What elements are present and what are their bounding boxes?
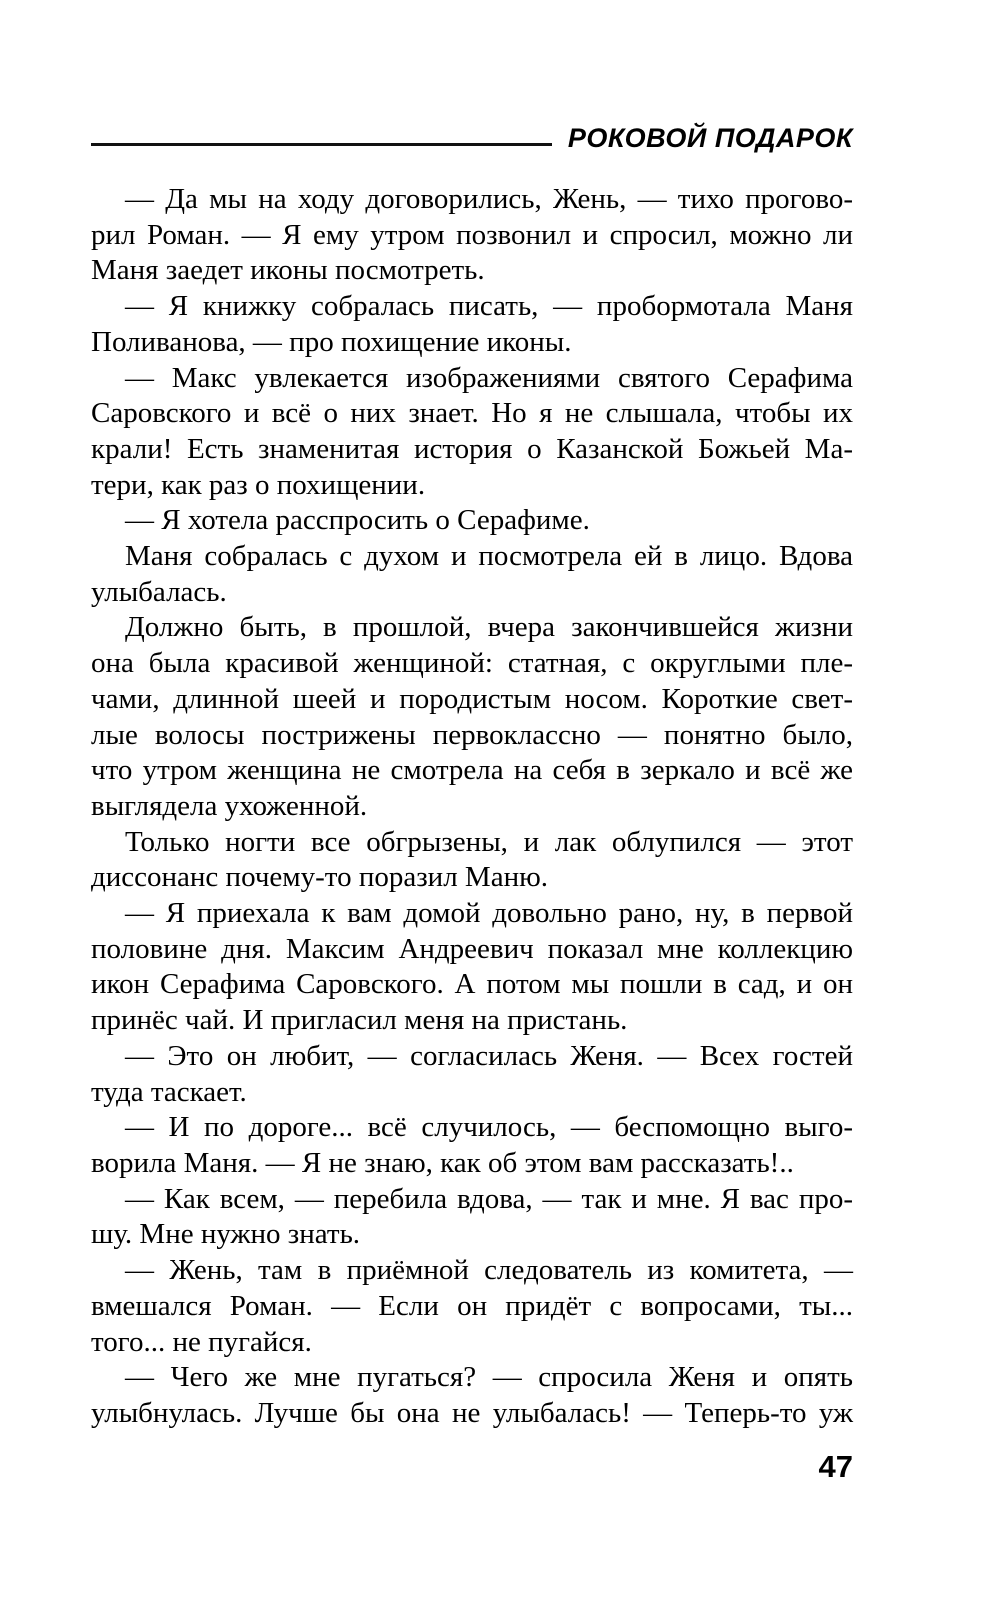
paragraph: [91, 610, 853, 824]
paragraph: [91, 361, 853, 504]
page-text: [91, 182, 853, 1432]
text-line: Поливанова, — про похищение иконы.: [91, 325, 572, 358]
paragraph: [91, 182, 853, 289]
text-line: икон Серафима Саровского. А потом мы пошли в сад, и он: [91, 968, 853, 1001]
text-line: — Я хотела расспросить о Серафиме.: [125, 504, 590, 537]
text-line: — Я книжку собралась писать, — пробормотала Маня: [125, 290, 853, 323]
text-line: — Жень, там в приёмной следователь из комитета, —: [125, 1254, 853, 1287]
paragraph: [91, 289, 853, 360]
chapter-title: РОКОВОЙ ПОДАРОК: [567, 123, 853, 153]
text-line: что утром женщина не смотрела на себя в зеркало и всё же: [91, 754, 853, 787]
paragraph: [91, 825, 853, 896]
header-rule: [91, 143, 552, 146]
text-line: лые волосы пострижены первоклассно — понятно было,: [91, 718, 853, 751]
paragraph: [91, 1360, 853, 1431]
text-line: — Я приехала к вам домой довольно рано, ну, в первой: [125, 897, 853, 930]
text-line: шу. Мне нужно знать.: [91, 1218, 361, 1251]
paragraph: [91, 539, 853, 610]
text-line: — Да мы на ходу договорились, Жень, — тихо прогово-: [125, 183, 853, 215]
text-line: ворила Маня. — Я не знаю, как об этом вам рассказать!..: [91, 1146, 794, 1179]
text-line: Саровского и всё о них знает. Но я не слышала, чтобы их: [91, 397, 853, 430]
text-line: Должно быть, в прошлой, вчера закончившейся жизни: [125, 611, 853, 644]
text-line: половине дня. Максим Андреевич показал мне коллекцию: [91, 932, 853, 965]
text-line: — Макс увлекается изображениями святого Серафима: [125, 361, 853, 394]
text-line: принёс чай. И пригласил меня на пристань.: [91, 1004, 628, 1037]
paragraph: [91, 1110, 853, 1181]
page-number: 47: [818, 1449, 853, 1484]
text-line: — Чего же мне пугаться? — спросила Женя и опять: [125, 1361, 853, 1394]
paragraph: [91, 1253, 853, 1360]
text-line: — Это он любит, — согласилась Женя. — Всех гостей: [125, 1039, 853, 1072]
text-line: улыбнулась. Лучше бы она не улыбалась! — Теперь-то уж: [91, 1396, 853, 1429]
text-line: она была красивой женщиной: статная, с округлыми пле-: [91, 647, 853, 680]
text-line: Маня заедет иконы посмотреть.: [91, 254, 485, 287]
text-line: того... не пугайся.: [91, 1325, 312, 1358]
text-line: — И по дороге... всё случилось, — беспомощно выго-: [125, 1111, 853, 1144]
paragraph: [91, 1182, 853, 1253]
text-line: рил Роман. — Я ему утром позвонил и спросил, можно ли: [91, 218, 853, 251]
paragraph: [91, 1039, 853, 1110]
text-line: вмешался Роман. — Если он придёт с вопросами, ты...: [91, 1289, 853, 1322]
text-line: тери, как раз о похищении.: [91, 468, 426, 501]
running-head: [91, 122, 853, 152]
text-line: крали! Есть знаменитая история о Казанской Божьей Ма-: [91, 432, 853, 465]
text-line: чами, длинной шеей и породистым носом. Короткие свет-: [91, 682, 853, 715]
text-line: выглядела ухоженной.: [91, 789, 368, 822]
text-line: Маня собралась с духом и посмотрела ей в лицо. Вдова: [125, 540, 853, 573]
paragraph: [91, 896, 853, 1039]
text-line: диссонанс почему-то поразил Маню.: [91, 861, 549, 894]
paragraph: [91, 503, 853, 539]
text-line: — Как всем, — перебила вдова, — так и мне. Я вас про-: [125, 1182, 853, 1215]
text-line: туда таскает.: [91, 1075, 247, 1108]
text-line: улыбалась.: [91, 575, 227, 608]
text-line: Только ногти все обгрызены, и лак облупился — этот: [125, 825, 853, 858]
